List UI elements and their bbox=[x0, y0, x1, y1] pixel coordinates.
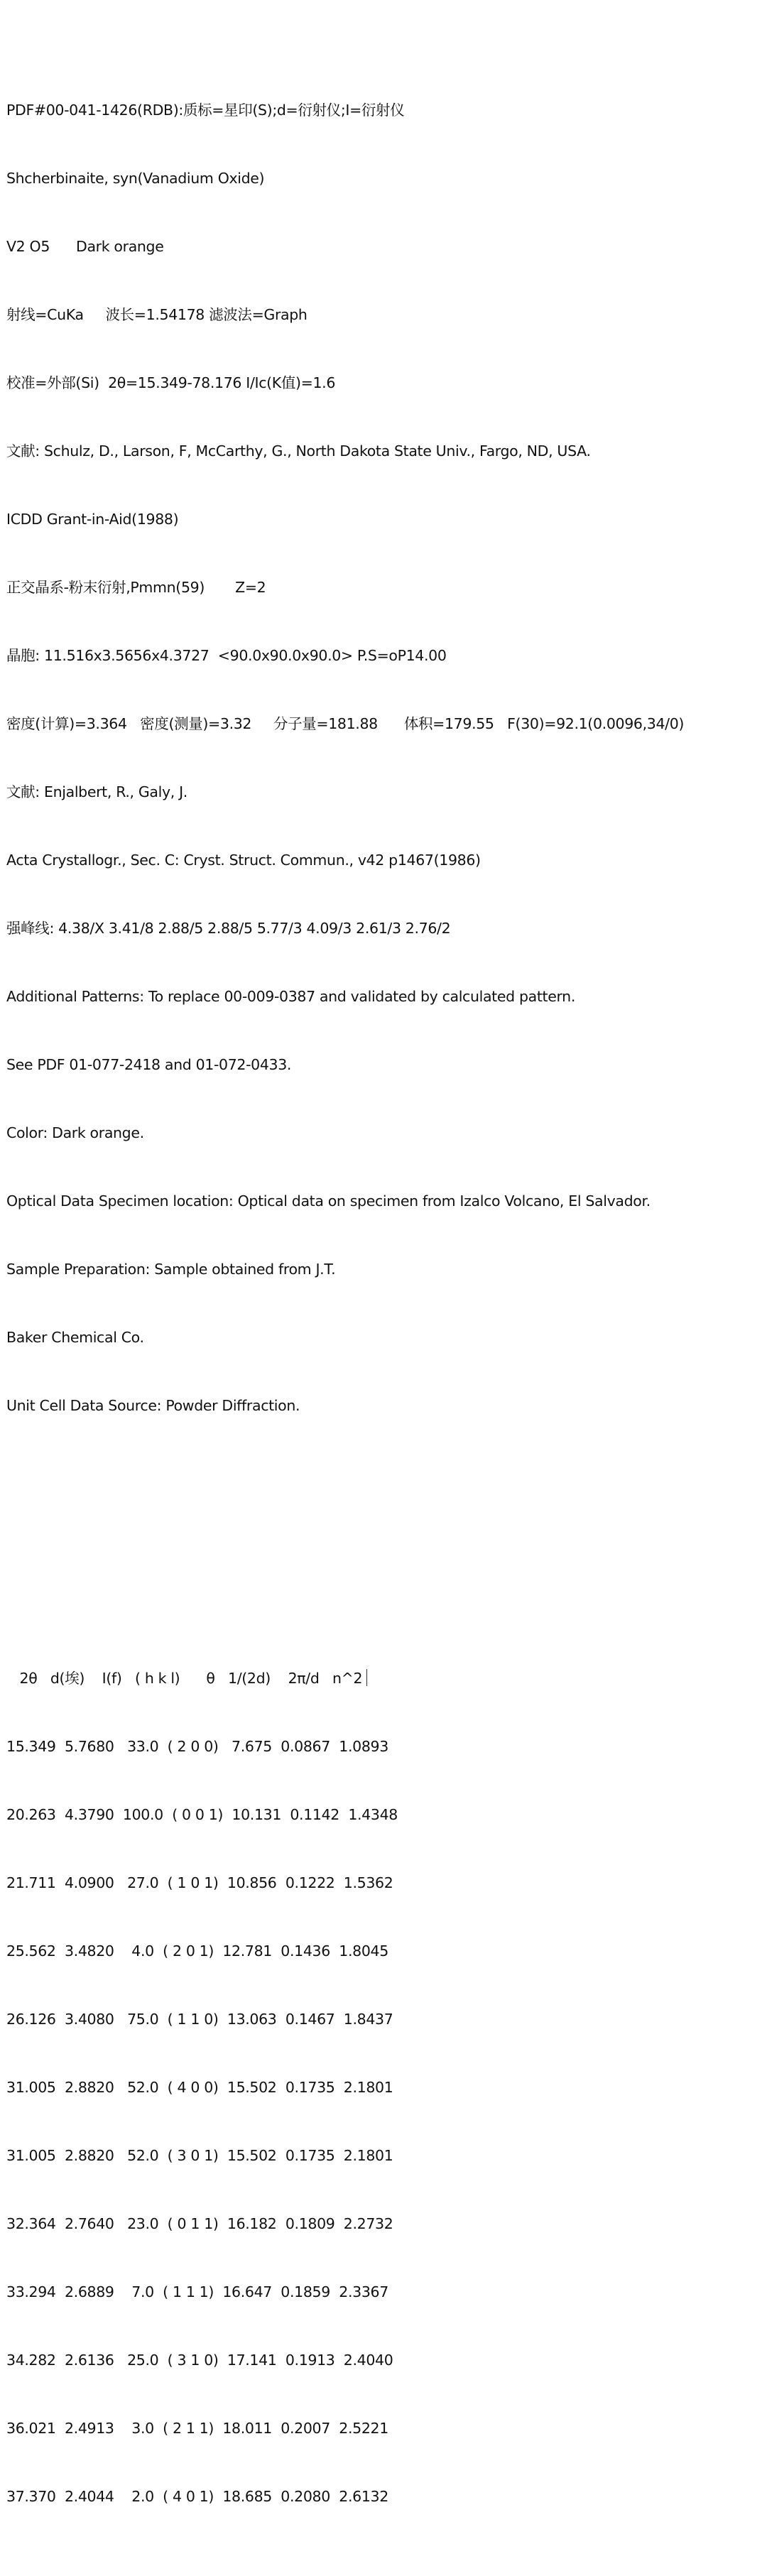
reference-line-1: 文献: Schulz, D., Larson, F, McCarthy, G., North Dakota State Univ., Fargo, ND, USA. bbox=[6, 442, 591, 460]
table-header-text: 2θ d(埃) I(f) ( h k l) θ 1/(2d) 2π/d n^2 bbox=[6, 1670, 363, 1687]
table-row: 20.263 4.3790 100.0 ( 0 0 1) 10.131 0.1142 1.4348 bbox=[6, 1806, 398, 1823]
table-header[interactable] bbox=[6, 1667, 765, 1690]
table-row: 32.364 2.7640 23.0 ( 0 1 1) 16.182 0.1809 2.2732 bbox=[6, 2215, 393, 2232]
supplier-line: Baker Chemical Co. bbox=[6, 1329, 144, 1346]
grant-line: ICDD Grant-in-Aid(1988) bbox=[6, 511, 179, 528]
formula-color-line: V2 O5 Dark orange bbox=[6, 238, 164, 255]
table-row: 25.562 3.4820 4.0 ( 2 0 1) 12.781 0.1436 1.8045 bbox=[6, 1942, 388, 1960]
table-row: 37.370 2.4044 2.0 ( 4 0 1) 18.685 0.2080 2.6132 bbox=[6, 2488, 388, 2505]
diffraction-table bbox=[6, 1621, 765, 2553]
sample-prep-line: Sample Preparation: Sample obtained from J.T. bbox=[6, 1261, 336, 1278]
table-row: 31.005 2.8820 52.0 ( 3 0 1) 15.502 0.1735 2.1801 bbox=[6, 2147, 393, 2164]
header-block bbox=[6, 53, 765, 1462]
reference-line-2: 文献: Enjalbert, R., Galy, J. bbox=[6, 783, 187, 800]
journal-line: Acta Crystallogr., Sec. C: Cryst. Struct. Commun., v42 p1467(1986) bbox=[6, 852, 481, 869]
unit-cell-line: 晶胞: 11.516x3.5656x4.3727 <90.0x90.0x90.0> P.S=oP14.00 bbox=[6, 647, 447, 664]
table-row: 36.021 2.4913 3.0 ( 2 1 1) 18.011 0.2007 2.5221 bbox=[6, 2420, 388, 2437]
table-row: 26.126 3.4080 75.0 ( 1 1 0) 13.063 0.1467 1.8437 bbox=[6, 2011, 393, 2028]
unit-cell-source-line: Unit Cell Data Source: Powder Diffraction. bbox=[6, 1397, 300, 1414]
crystal-system-line: 正交晶系-粉末衍射,Pmmn(59) Z=2 bbox=[6, 579, 266, 596]
table-row: 34.282 2.6136 25.0 ( 3 1 0) 17.141 0.1913 2.4040 bbox=[6, 2352, 393, 2369]
pdf-card-id-line: PDF#00-041-1426(RDB):质标=星印(S);d=衍射仪;I=衍射仪 bbox=[6, 102, 405, 119]
mineral-name-line: Shcherbinaite, syn(Vanadium Oxide) bbox=[6, 170, 265, 187]
radiation-line: 射线=CuKa 波长=1.54178 滤波法=Graph bbox=[6, 306, 308, 323]
table-row: 21.711 4.0900 27.0 ( 1 0 1) 10.856 0.1222 1.5362 bbox=[6, 1874, 393, 1891]
optical-data-line: Optical Data Specimen location: Optical data on specimen from Izalco Volcano, El Salvador. bbox=[6, 1192, 651, 1210]
document-text bbox=[6, 8, 765, 2576]
table-row: 31.005 2.8820 52.0 ( 4 0 0) 15.502 0.1735 2.1801 bbox=[6, 2079, 393, 2096]
blank-line bbox=[6, 1531, 765, 1553]
strong-peaks-line: 强峰线: 4.38/X 3.41/8 2.88/5 2.88/5 5.77/3 4.09/3 2.61/3 2.76/2 bbox=[6, 920, 451, 937]
density-line: 密度(计算)=3.364 密度(测量)=3.32 分子量=181.88 体积=179.55 F(30)=92.1(0.0096,34/0) bbox=[6, 715, 685, 732]
text-cursor bbox=[366, 1669, 367, 1686]
see-pdf-line: See PDF 01-077-2418 and 01-072-0433. bbox=[6, 1056, 292, 1073]
calibration-line: 校准=外部(Si) 2θ=15.349-78.176 I/Ic(K值)=1.6 bbox=[6, 374, 336, 391]
additional-patterns-line: Additional Patterns: To replace 00-009-0387 and validated by calculated pattern. bbox=[6, 988, 575, 1005]
color-line: Color: Dark orange. bbox=[6, 1124, 144, 1141]
table-row: 15.349 5.7680 33.0 ( 2 0 0) 7.675 0.0867 1.0893 bbox=[6, 1738, 388, 1755]
table-row: 33.294 2.6889 7.0 ( 1 1 1) 16.647 0.1859 2.3367 bbox=[6, 2283, 388, 2300]
